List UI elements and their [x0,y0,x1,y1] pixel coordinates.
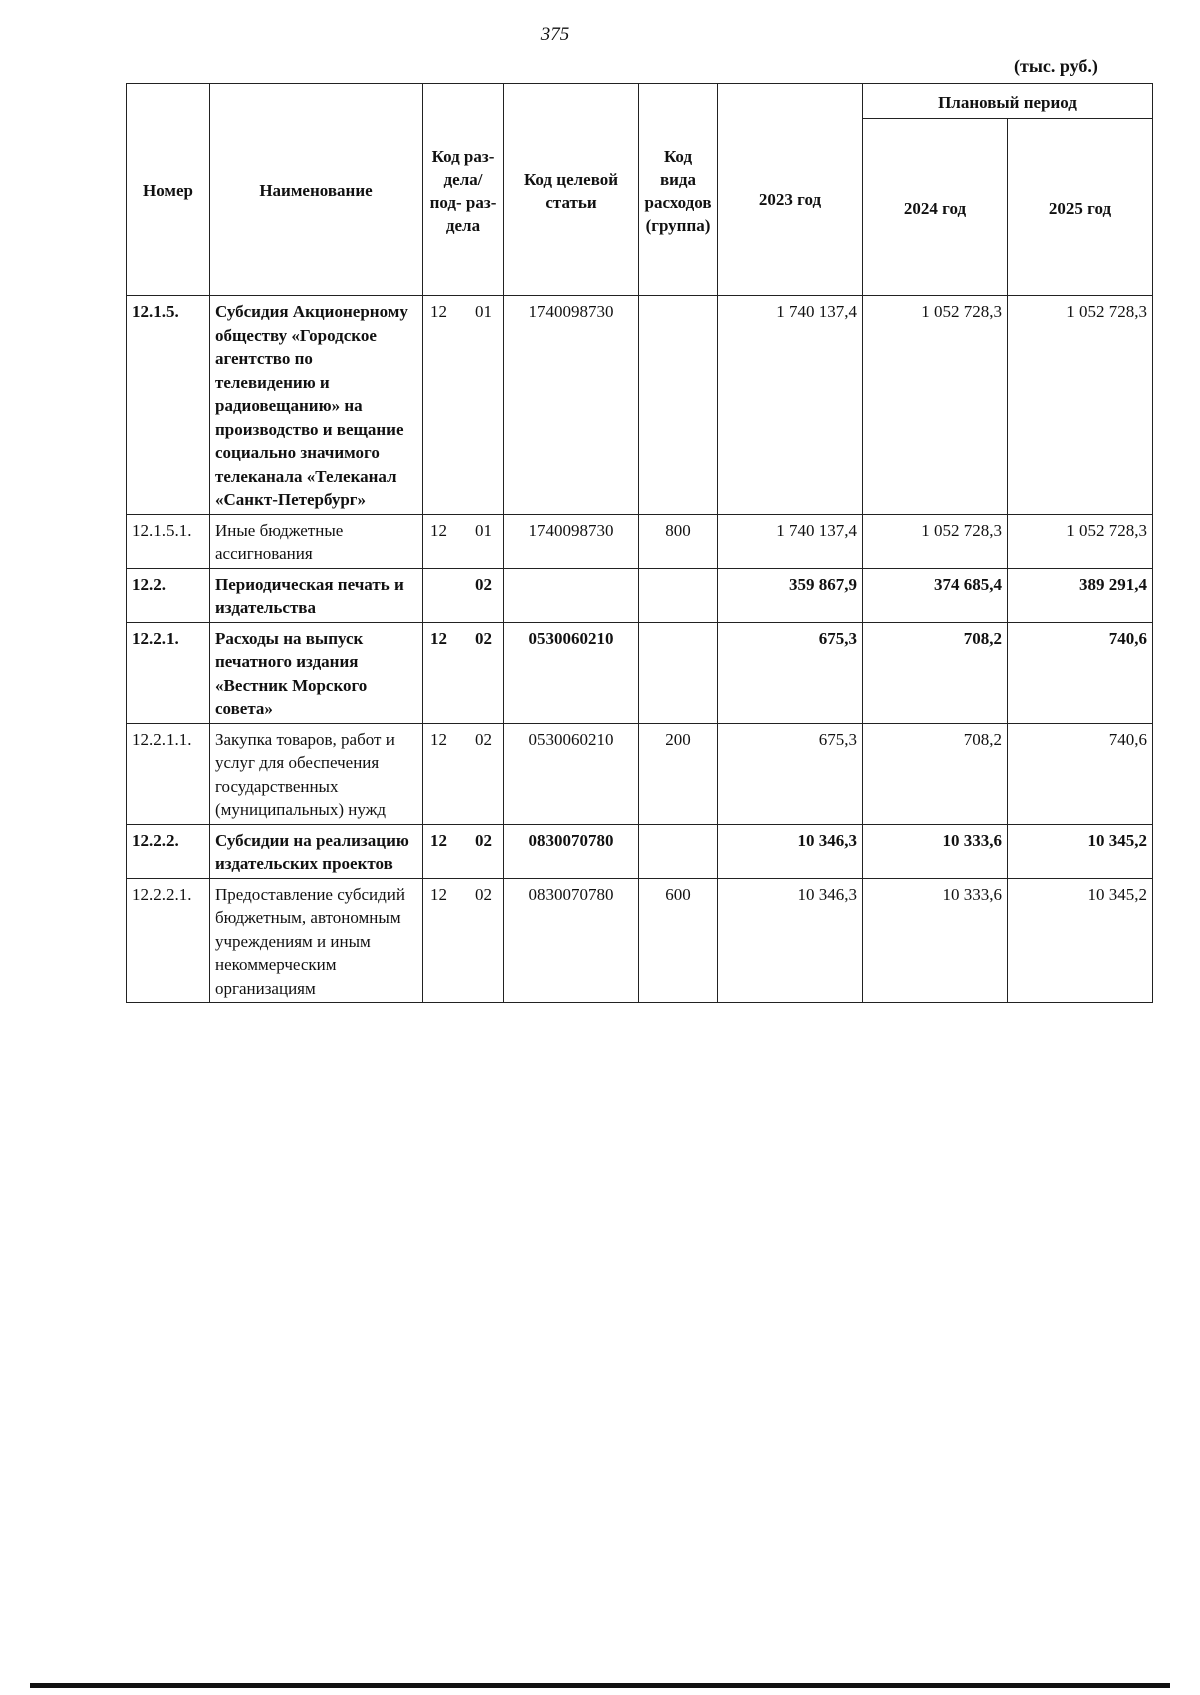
header-section-code: Код раз- дела/ под- раз- дела [423,84,504,296]
row-2025: 10 345,2 [1008,824,1153,878]
row-2025: 740,6 [1008,622,1153,723]
row-number: 12.2. [127,568,210,622]
row-target-code: 0530060210 [504,723,639,824]
header-expense-code: Код вида расходов (группа) [639,84,718,296]
section-code: 12 [430,628,447,648]
row-target-code [504,568,639,622]
row-number: 12.1.5.1. [127,514,210,568]
table-row [127,296,1153,515]
section-code: 12 [430,520,447,540]
row-2024: 1 052 728,3 [863,514,1008,568]
row-expense-code: 200 [639,723,718,824]
row-section-code [423,878,504,1003]
subsection-code: 01 [475,302,492,321]
row-target-code: 0830070780 [504,824,639,878]
section-code: 12 [430,830,447,850]
section-code: 12 [430,884,447,904]
row-section-code [423,723,504,824]
header-2024: 2024 год [863,119,1008,296]
subsection-code: 02 [475,628,492,648]
row-2023: 1 740 137,4 [718,514,863,568]
row-target-code: 0830070780 [504,878,639,1003]
header-2025: 2025 год [1008,119,1153,296]
row-section-code [423,622,504,723]
row-2025: 1 052 728,3 [1008,296,1153,515]
header-planned-period: Плановый период [863,84,1153,119]
subsection-code: 02 [475,729,492,749]
row-name: Иные бюджетные ассигнования [210,514,423,568]
row-2023: 10 346,3 [718,878,863,1003]
row-section-code [423,568,504,622]
row-expense-code [639,622,718,723]
row-target-code: 0530060210 [504,622,639,723]
row-2023: 359 867,9 [718,568,863,622]
row-name: Предоставление субсидий бюджетным, автономным учреждениям и иным некоммерческим организациям [210,878,423,1003]
page-number: 375 [540,24,570,45]
bottom-rule [30,1683,1170,1688]
row-number: 12.1.5. [127,296,210,515]
row-expense-code [639,296,718,515]
row-target-code: 1740098730 [504,296,639,515]
budget-table [126,83,1153,1003]
subsection-code: 02 [475,884,492,904]
row-2024: 10 333,6 [863,878,1008,1003]
row-expense-code [639,568,718,622]
row-2023: 675,3 [718,622,863,723]
row-2024: 374 685,4 [863,568,1008,622]
row-section-code [423,824,504,878]
row-number: 12.2.2. [127,824,210,878]
header-name: Наименование [210,84,423,296]
row-name: Субсидия Акционерному обществу «Городское агентство по телевидению и радиовещанию» на производство и вещание социально значимого телеканала «Телеканал «Санкт-Петербург» [210,296,423,515]
row-section-code [423,514,504,568]
subsection-code: 02 [475,574,492,594]
row-2024: 1 052 728,3 [863,296,1008,515]
row-2024: 708,2 [863,622,1008,723]
row-expense-code: 600 [639,878,718,1003]
subsection-code: 01 [475,520,492,540]
row-2025: 1 052 728,3 [1008,514,1153,568]
header-target-code: Код целевой статьи [504,84,639,296]
subsection-code: 02 [475,830,492,850]
section-code: 12 [430,302,447,321]
row-number: 12.2.2.1. [127,878,210,1003]
section-code: 12 [430,729,447,749]
row-2023: 675,3 [718,723,863,824]
row-expense-code [639,824,718,878]
row-number: 12.2.1.1. [127,723,210,824]
row-2025: 10 345,2 [1008,878,1153,1003]
table-row [127,568,1153,622]
row-name: Субсидии на реализацию издательских проектов [210,824,423,878]
row-2024: 708,2 [863,723,1008,824]
header-number: Номер [127,84,210,296]
table-row [127,514,1153,568]
row-2025: 740,6 [1008,723,1153,824]
table-row [127,622,1153,723]
row-name: Расходы на выпуск печатного издания «Вестник Морского совета» [210,622,423,723]
row-target-code: 1740098730 [504,514,639,568]
units-label: (тыс. руб.) [1014,56,1098,76]
table-row [127,878,1153,1003]
table-row [127,723,1153,824]
row-2023: 1 740 137,4 [718,296,863,515]
row-2024: 10 333,6 [863,824,1008,878]
table-row [127,824,1153,878]
row-2023: 10 346,3 [718,824,863,878]
row-section-code [423,296,504,515]
row-expense-code: 800 [639,514,718,568]
row-name: Закупка товаров, работ и услуг для обеспечения государственных (муниципальных) нужд [210,723,423,824]
header-2023: 2023 год [718,84,863,296]
row-2025: 389 291,4 [1008,568,1153,622]
row-name: Периодическая печать и издательства [210,568,423,622]
row-number: 12.2.1. [127,622,210,723]
